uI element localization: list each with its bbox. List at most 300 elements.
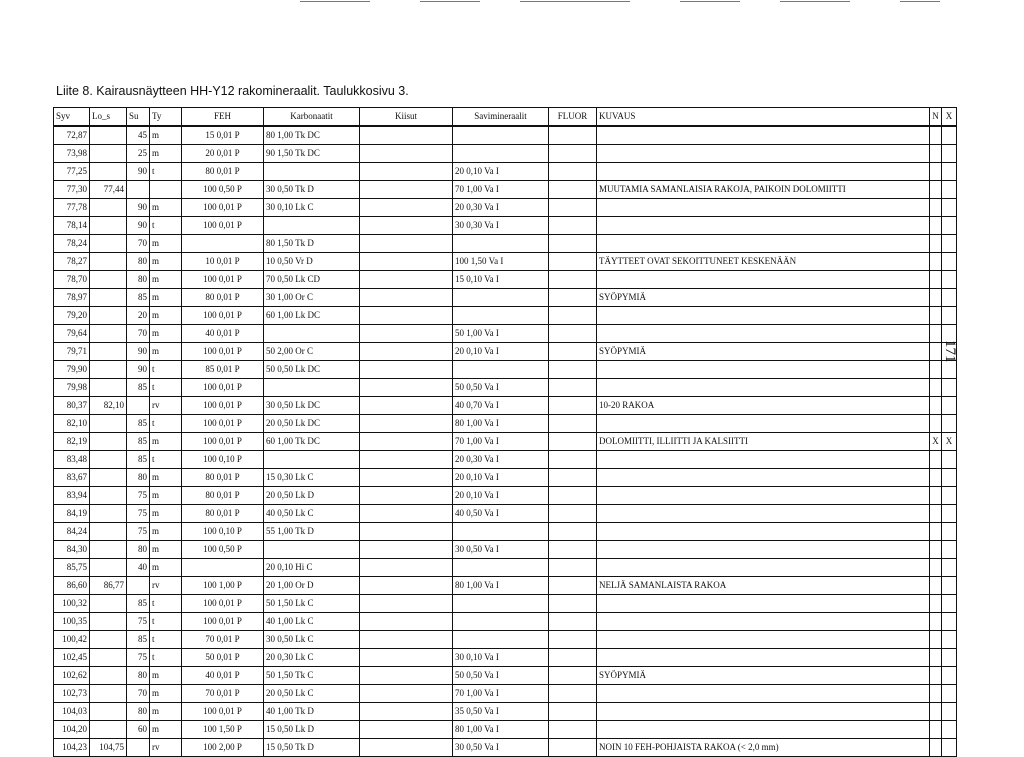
table-row: [54, 217, 957, 235]
cell-feh: 100 0,01 P: [182, 379, 264, 397]
cell-ty: m: [150, 505, 182, 523]
cell-kiisut: [360, 559, 453, 577]
cell-ty: m: [150, 235, 182, 253]
table-row: [54, 361, 957, 379]
cell-x: X: [942, 433, 957, 451]
cell-kuvaus: [597, 145, 930, 163]
cell-fluor: [549, 307, 597, 325]
cell-kuvaus: [597, 235, 930, 253]
cell-savi: 40 0,50 Va I: [453, 505, 549, 523]
cell-savi: 30 0,50 Va I: [453, 739, 549, 757]
cell-ty: t: [150, 631, 182, 649]
cell-syv: 79,71: [54, 343, 90, 361]
cell-syv: 83,48: [54, 451, 90, 469]
header-x: X: [942, 108, 957, 127]
cell-n: [930, 325, 942, 343]
cell-x: [942, 469, 957, 487]
cell-n: X: [930, 433, 942, 451]
cell-karb: 40 0,50 Lk C: [264, 505, 360, 523]
cell-syv: 102,62: [54, 667, 90, 685]
header-los: Lo_s: [90, 108, 127, 127]
cell-karb: 50 1,50 Lk C: [264, 595, 360, 613]
cell-fluor: [549, 649, 597, 667]
cell-karb: 50 2,00 Or C: [264, 343, 360, 361]
cell-su: 85: [127, 451, 150, 469]
cell-savi: 20 0,10 Va I: [453, 469, 549, 487]
cell-syv: 82,10: [54, 415, 90, 433]
cell-feh: 70 0,01 P: [182, 685, 264, 703]
table-row: [54, 739, 957, 757]
cell-x: [942, 685, 957, 703]
cell-fluor: [549, 235, 597, 253]
cell-fluor: [549, 145, 597, 163]
cell-su: 45: [127, 126, 150, 145]
cell-su: 85: [127, 379, 150, 397]
cell-kiisut: [360, 361, 453, 379]
cell-karb: [264, 541, 360, 559]
cell-savi: 20 0,30 Va I: [453, 199, 549, 217]
cell-n: [930, 271, 942, 289]
cell-feh: [182, 559, 264, 577]
cell-kuvaus: SYÖPYMIÄ: [597, 667, 930, 685]
cell-n: [930, 289, 942, 307]
table-row: [54, 253, 957, 271]
cell-ty: t: [150, 217, 182, 235]
cell-syv: 102,45: [54, 649, 90, 667]
cell-feh: 100 0,01 P: [182, 307, 264, 325]
cell-ty: m: [150, 271, 182, 289]
cell-ty: m: [150, 343, 182, 361]
cell-kuvaus: TÄYTTEET OVAT SEKOITTUNEET KESKENÄÄN: [597, 253, 930, 271]
cell-kiisut: [360, 613, 453, 631]
cell-karb: 50 0,50 Lk DC: [264, 361, 360, 379]
cell-kuvaus: [597, 703, 930, 721]
cell-kuvaus: [597, 271, 930, 289]
cell-los: [90, 505, 127, 523]
cell-feh: 100 0,10 P: [182, 451, 264, 469]
cell-los: [90, 451, 127, 469]
cell-x: [942, 739, 957, 757]
table-row: [54, 451, 957, 469]
cell-fluor: [549, 667, 597, 685]
cell-kuvaus: [597, 685, 930, 703]
header-karbonaatit: Karbonaatit: [264, 108, 360, 127]
cell-los: [90, 613, 127, 631]
cell-su: 85: [127, 433, 150, 451]
cell-su: 80: [127, 253, 150, 271]
cell-ty: m: [150, 541, 182, 559]
cell-savi: 80 1,00 Va I: [453, 415, 549, 433]
mineral-table: [53, 107, 957, 757]
cell-su: 80: [127, 469, 150, 487]
cell-syv: 84,19: [54, 505, 90, 523]
cell-kiisut: [360, 181, 453, 199]
header-kuvaus: KUVAUS: [597, 108, 930, 127]
cell-kuvaus: [597, 126, 930, 145]
cell-kiisut: [360, 433, 453, 451]
cell-fluor: [549, 181, 597, 199]
cell-savi: [453, 595, 549, 613]
cell-feh: 80 0,01 P: [182, 487, 264, 505]
cell-karb: 80 1,50 Tk D: [264, 235, 360, 253]
cell-syv: 104,20: [54, 721, 90, 739]
cell-n: [930, 469, 942, 487]
cell-los: [90, 487, 127, 505]
cell-syv: 77,78: [54, 199, 90, 217]
header-kiisut: Kiisut: [360, 108, 453, 127]
cell-fluor: [549, 523, 597, 541]
page-title: Liite 8. Kairausnäytteen HH-Y12 rakomineraalit. Taulukkosivu 3.: [56, 84, 409, 98]
cell-savi: [453, 235, 549, 253]
cell-syv: 83,67: [54, 469, 90, 487]
cell-fluor: [549, 559, 597, 577]
cell-kuvaus: NELJÄ SAMANLAISTA RAKOA: [597, 577, 930, 595]
table-row: [54, 379, 957, 397]
cell-savi: 20 0,10 Va I: [453, 487, 549, 505]
cell-su: 80: [127, 667, 150, 685]
cell-su: 70: [127, 325, 150, 343]
cell-kiisut: [360, 397, 453, 415]
cell-kuvaus: [597, 487, 930, 505]
cell-x: [942, 379, 957, 397]
cell-los: [90, 235, 127, 253]
cell-su: 75: [127, 487, 150, 505]
cell-los: [90, 703, 127, 721]
cell-n: [930, 451, 942, 469]
cell-karb: [264, 325, 360, 343]
cell-los: 104,75: [90, 739, 127, 757]
cell-feh: 100 0,01 P: [182, 343, 264, 361]
cell-karb: [264, 217, 360, 235]
cell-savi: [453, 307, 549, 325]
cell-kiisut: [360, 631, 453, 649]
cell-fluor: [549, 595, 597, 613]
cell-kuvaus: [597, 325, 930, 343]
cell-n: [930, 703, 942, 721]
table-row: [54, 145, 957, 163]
cell-ty: m: [150, 559, 182, 577]
cell-syv: 78,14: [54, 217, 90, 235]
cell-kuvaus: [597, 163, 930, 181]
cell-su: 80: [127, 703, 150, 721]
cell-kiisut: [360, 505, 453, 523]
cell-karb: 30 0,10 Lk C: [264, 199, 360, 217]
cell-ty: t: [150, 649, 182, 667]
cell-kiisut: [360, 271, 453, 289]
cell-x: [942, 325, 957, 343]
cell-n: [930, 739, 942, 757]
cell-los: [90, 523, 127, 541]
cell-ty: m: [150, 721, 182, 739]
cell-kiisut: [360, 667, 453, 685]
cell-los: 77,44: [90, 181, 127, 199]
cell-feh: 100 1,00 P: [182, 577, 264, 595]
cell-los: [90, 343, 127, 361]
cell-x: [942, 595, 957, 613]
cell-fluor: [549, 325, 597, 343]
cell-savi: 80 1,00 Va I: [453, 721, 549, 739]
cell-ty: t: [150, 361, 182, 379]
cell-karb: 15 0,30 Lk C: [264, 469, 360, 487]
cell-kuvaus: 10-20 RAKOA: [597, 397, 930, 415]
cell-ty: m: [150, 145, 182, 163]
cell-feh: 100 0,01 P: [182, 703, 264, 721]
cell-su: 90: [127, 361, 150, 379]
cell-fluor: [549, 361, 597, 379]
cell-x: [942, 487, 957, 505]
table-row: [54, 649, 957, 667]
cell-ty: m: [150, 487, 182, 505]
cell-x: [942, 163, 957, 181]
cell-syv: 100,42: [54, 631, 90, 649]
cell-kuvaus: [597, 217, 930, 235]
cell-savi: 20 0,10 Va I: [453, 343, 549, 361]
cell-x: [942, 145, 957, 163]
cell-ty: m: [150, 253, 182, 271]
cell-kiisut: [360, 235, 453, 253]
cell-fluor: [549, 541, 597, 559]
cell-ty: m: [150, 433, 182, 451]
cell-kiisut: [360, 487, 453, 505]
cell-feh: 70 0,01 P: [182, 631, 264, 649]
table-row: [54, 577, 957, 595]
table-row: [54, 559, 957, 577]
cell-los: [90, 631, 127, 649]
cell-savi: 20 0,30 Va I: [453, 451, 549, 469]
table-row: [54, 433, 957, 451]
cell-kiisut: [360, 199, 453, 217]
cell-n: [930, 163, 942, 181]
cell-feh: 100 0,01 P: [182, 397, 264, 415]
cell-kiisut: [360, 703, 453, 721]
cell-x: [942, 649, 957, 667]
cell-kuvaus: [597, 523, 930, 541]
cell-feh: 100 0,10 P: [182, 523, 264, 541]
cell-savi: 50 1,00 Va I: [453, 325, 549, 343]
cell-n: [930, 343, 942, 361]
cell-su: 70: [127, 685, 150, 703]
cell-feh: 100 0,50 P: [182, 541, 264, 559]
cell-n: [930, 307, 942, 325]
cell-feh: 100 0,01 P: [182, 433, 264, 451]
cell-n: [930, 559, 942, 577]
cell-x: [942, 289, 957, 307]
cell-ty: m: [150, 126, 182, 145]
cell-n: [930, 361, 942, 379]
cell-ty: t: [150, 451, 182, 469]
cell-fluor: [549, 433, 597, 451]
cell-karb: 90 1,50 Tk DC: [264, 145, 360, 163]
cell-fluor: [549, 253, 597, 271]
cell-syv: 79,98: [54, 379, 90, 397]
cell-n: [930, 415, 942, 433]
cell-su: 90: [127, 163, 150, 181]
cell-kiisut: [360, 325, 453, 343]
cell-los: [90, 649, 127, 667]
cell-syv: 80,37: [54, 397, 90, 415]
cell-kuvaus: NOIN 10 FEH-POHJAISTA RAKOA (< 2,0 mm): [597, 739, 930, 757]
cell-los: [90, 163, 127, 181]
cell-kuvaus: [597, 361, 930, 379]
cell-su: 85: [127, 595, 150, 613]
cell-feh: 100 0,01 P: [182, 271, 264, 289]
cell-fluor: [549, 613, 597, 631]
cell-los: [90, 667, 127, 685]
table-row: [54, 631, 957, 649]
cell-su: 40: [127, 559, 150, 577]
cell-su: 90: [127, 343, 150, 361]
cell-x: [942, 235, 957, 253]
cell-n: [930, 379, 942, 397]
cell-syv: 72,87: [54, 126, 90, 145]
table-row: [54, 163, 957, 181]
header-feh: FEH: [182, 108, 264, 127]
cell-n: [930, 577, 942, 595]
cell-fluor: [549, 379, 597, 397]
cell-x: [942, 415, 957, 433]
cell-ty: [150, 181, 182, 199]
cell-karb: 20 0,50 Lk DC: [264, 415, 360, 433]
cell-kuvaus: [597, 379, 930, 397]
cell-karb: 20 0,50 Lk D: [264, 487, 360, 505]
table-row: [54, 505, 957, 523]
cell-ty: m: [150, 199, 182, 217]
cell-kiisut: [360, 739, 453, 757]
cell-n: [930, 685, 942, 703]
cell-su: [127, 739, 150, 757]
cell-n: [930, 181, 942, 199]
table-row: [54, 307, 957, 325]
cell-ty: rv: [150, 397, 182, 415]
cell-karb: 30 1,00 Or C: [264, 289, 360, 307]
cell-n: [930, 631, 942, 649]
cell-x: [942, 559, 957, 577]
cell-kuvaus: [597, 451, 930, 469]
cell-feh: 50 0,01 P: [182, 649, 264, 667]
cell-fluor: [549, 451, 597, 469]
cell-ty: m: [150, 703, 182, 721]
cell-kiisut: [360, 126, 453, 145]
cell-n: [930, 523, 942, 541]
cell-karb: 30 0,50 Lk DC: [264, 397, 360, 415]
cell-fluor: [549, 703, 597, 721]
cell-su: 90: [127, 199, 150, 217]
cell-savi: 15 0,10 Va I: [453, 271, 549, 289]
cell-savi: [453, 631, 549, 649]
cell-syv: 77,25: [54, 163, 90, 181]
cell-kiisut: [360, 289, 453, 307]
cell-feh: 100 0,50 P: [182, 181, 264, 199]
cell-feh: 15 0,01 P: [182, 126, 264, 145]
cell-los: [90, 361, 127, 379]
cell-los: [90, 289, 127, 307]
cell-ty: t: [150, 415, 182, 433]
cell-kiisut: [360, 379, 453, 397]
cell-syv: 104,23: [54, 739, 90, 757]
cell-feh: 80 0,01 P: [182, 469, 264, 487]
cell-karb: 30 0,50 Lk C: [264, 631, 360, 649]
cell-los: [90, 469, 127, 487]
table-row: [54, 397, 957, 415]
header-su: Su: [127, 108, 150, 127]
cell-ty: m: [150, 307, 182, 325]
cell-karb: 60 1,00 Lk DC: [264, 307, 360, 325]
header-ty: Ty: [150, 108, 182, 127]
cell-fluor: [549, 631, 597, 649]
cell-su: 75: [127, 613, 150, 631]
cell-x: [942, 253, 957, 271]
cell-feh: 100 0,01 P: [182, 613, 264, 631]
cell-x: [942, 361, 957, 379]
cell-ty: t: [150, 595, 182, 613]
cell-feh: 100 0,01 P: [182, 595, 264, 613]
cell-su: 70: [127, 235, 150, 253]
cell-feh: 80 0,01 P: [182, 163, 264, 181]
cell-x: [942, 613, 957, 631]
cell-feh: 85 0,01 P: [182, 361, 264, 379]
cell-x: [942, 343, 957, 361]
cell-syv: 73,98: [54, 145, 90, 163]
cell-los: [90, 271, 127, 289]
table-row: [54, 415, 957, 433]
cell-x: [942, 505, 957, 523]
cell-syv: 79,90: [54, 361, 90, 379]
cell-su: [127, 577, 150, 595]
cell-syv: 79,20: [54, 307, 90, 325]
cell-savi: [453, 613, 549, 631]
cell-savi: 35 0,50 Va I: [453, 703, 549, 721]
cell-x: [942, 307, 957, 325]
cell-fluor: [549, 577, 597, 595]
cell-karb: 20 0,10 Hi C: [264, 559, 360, 577]
cell-fluor: [549, 505, 597, 523]
cell-savi: 20 0,10 Va I: [453, 163, 549, 181]
cell-syv: 83,94: [54, 487, 90, 505]
cell-kiisut: [360, 469, 453, 487]
cell-fluor: [549, 487, 597, 505]
table-row: [54, 541, 957, 559]
header-savimineraalit: Savimineraalit: [453, 108, 549, 127]
cell-los: [90, 379, 127, 397]
cell-n: [930, 649, 942, 667]
cell-feh: 40 0,01 P: [182, 325, 264, 343]
cell-savi: 70 1,00 Va I: [453, 181, 549, 199]
cell-karb: [264, 379, 360, 397]
cell-savi: 30 0,50 Va I: [453, 541, 549, 559]
cell-kuvaus: MUUTAMIA SAMANLAISIA RAKOJA, PAIKOIN DOLOMIITTI: [597, 181, 930, 199]
cell-los: [90, 217, 127, 235]
cell-savi: [453, 145, 549, 163]
header-fluor: FLUOR: [549, 108, 597, 127]
cell-syv: 100,35: [54, 613, 90, 631]
cell-x: [942, 181, 957, 199]
cell-kiisut: [360, 541, 453, 559]
cell-kuvaus: [597, 469, 930, 487]
cell-n: [930, 217, 942, 235]
cell-syv: 78,27: [54, 253, 90, 271]
cell-x: [942, 541, 957, 559]
cell-feh: 10 0,01 P: [182, 253, 264, 271]
cell-karb: [264, 163, 360, 181]
cell-kuvaus: [597, 541, 930, 559]
table-row: [54, 685, 957, 703]
cell-savi: 100 1,50 Va I: [453, 253, 549, 271]
cell-syv: 85,75: [54, 559, 90, 577]
cell-fluor: [549, 289, 597, 307]
cell-n: [930, 541, 942, 559]
cell-n: [930, 235, 942, 253]
cell-savi: [453, 361, 549, 379]
